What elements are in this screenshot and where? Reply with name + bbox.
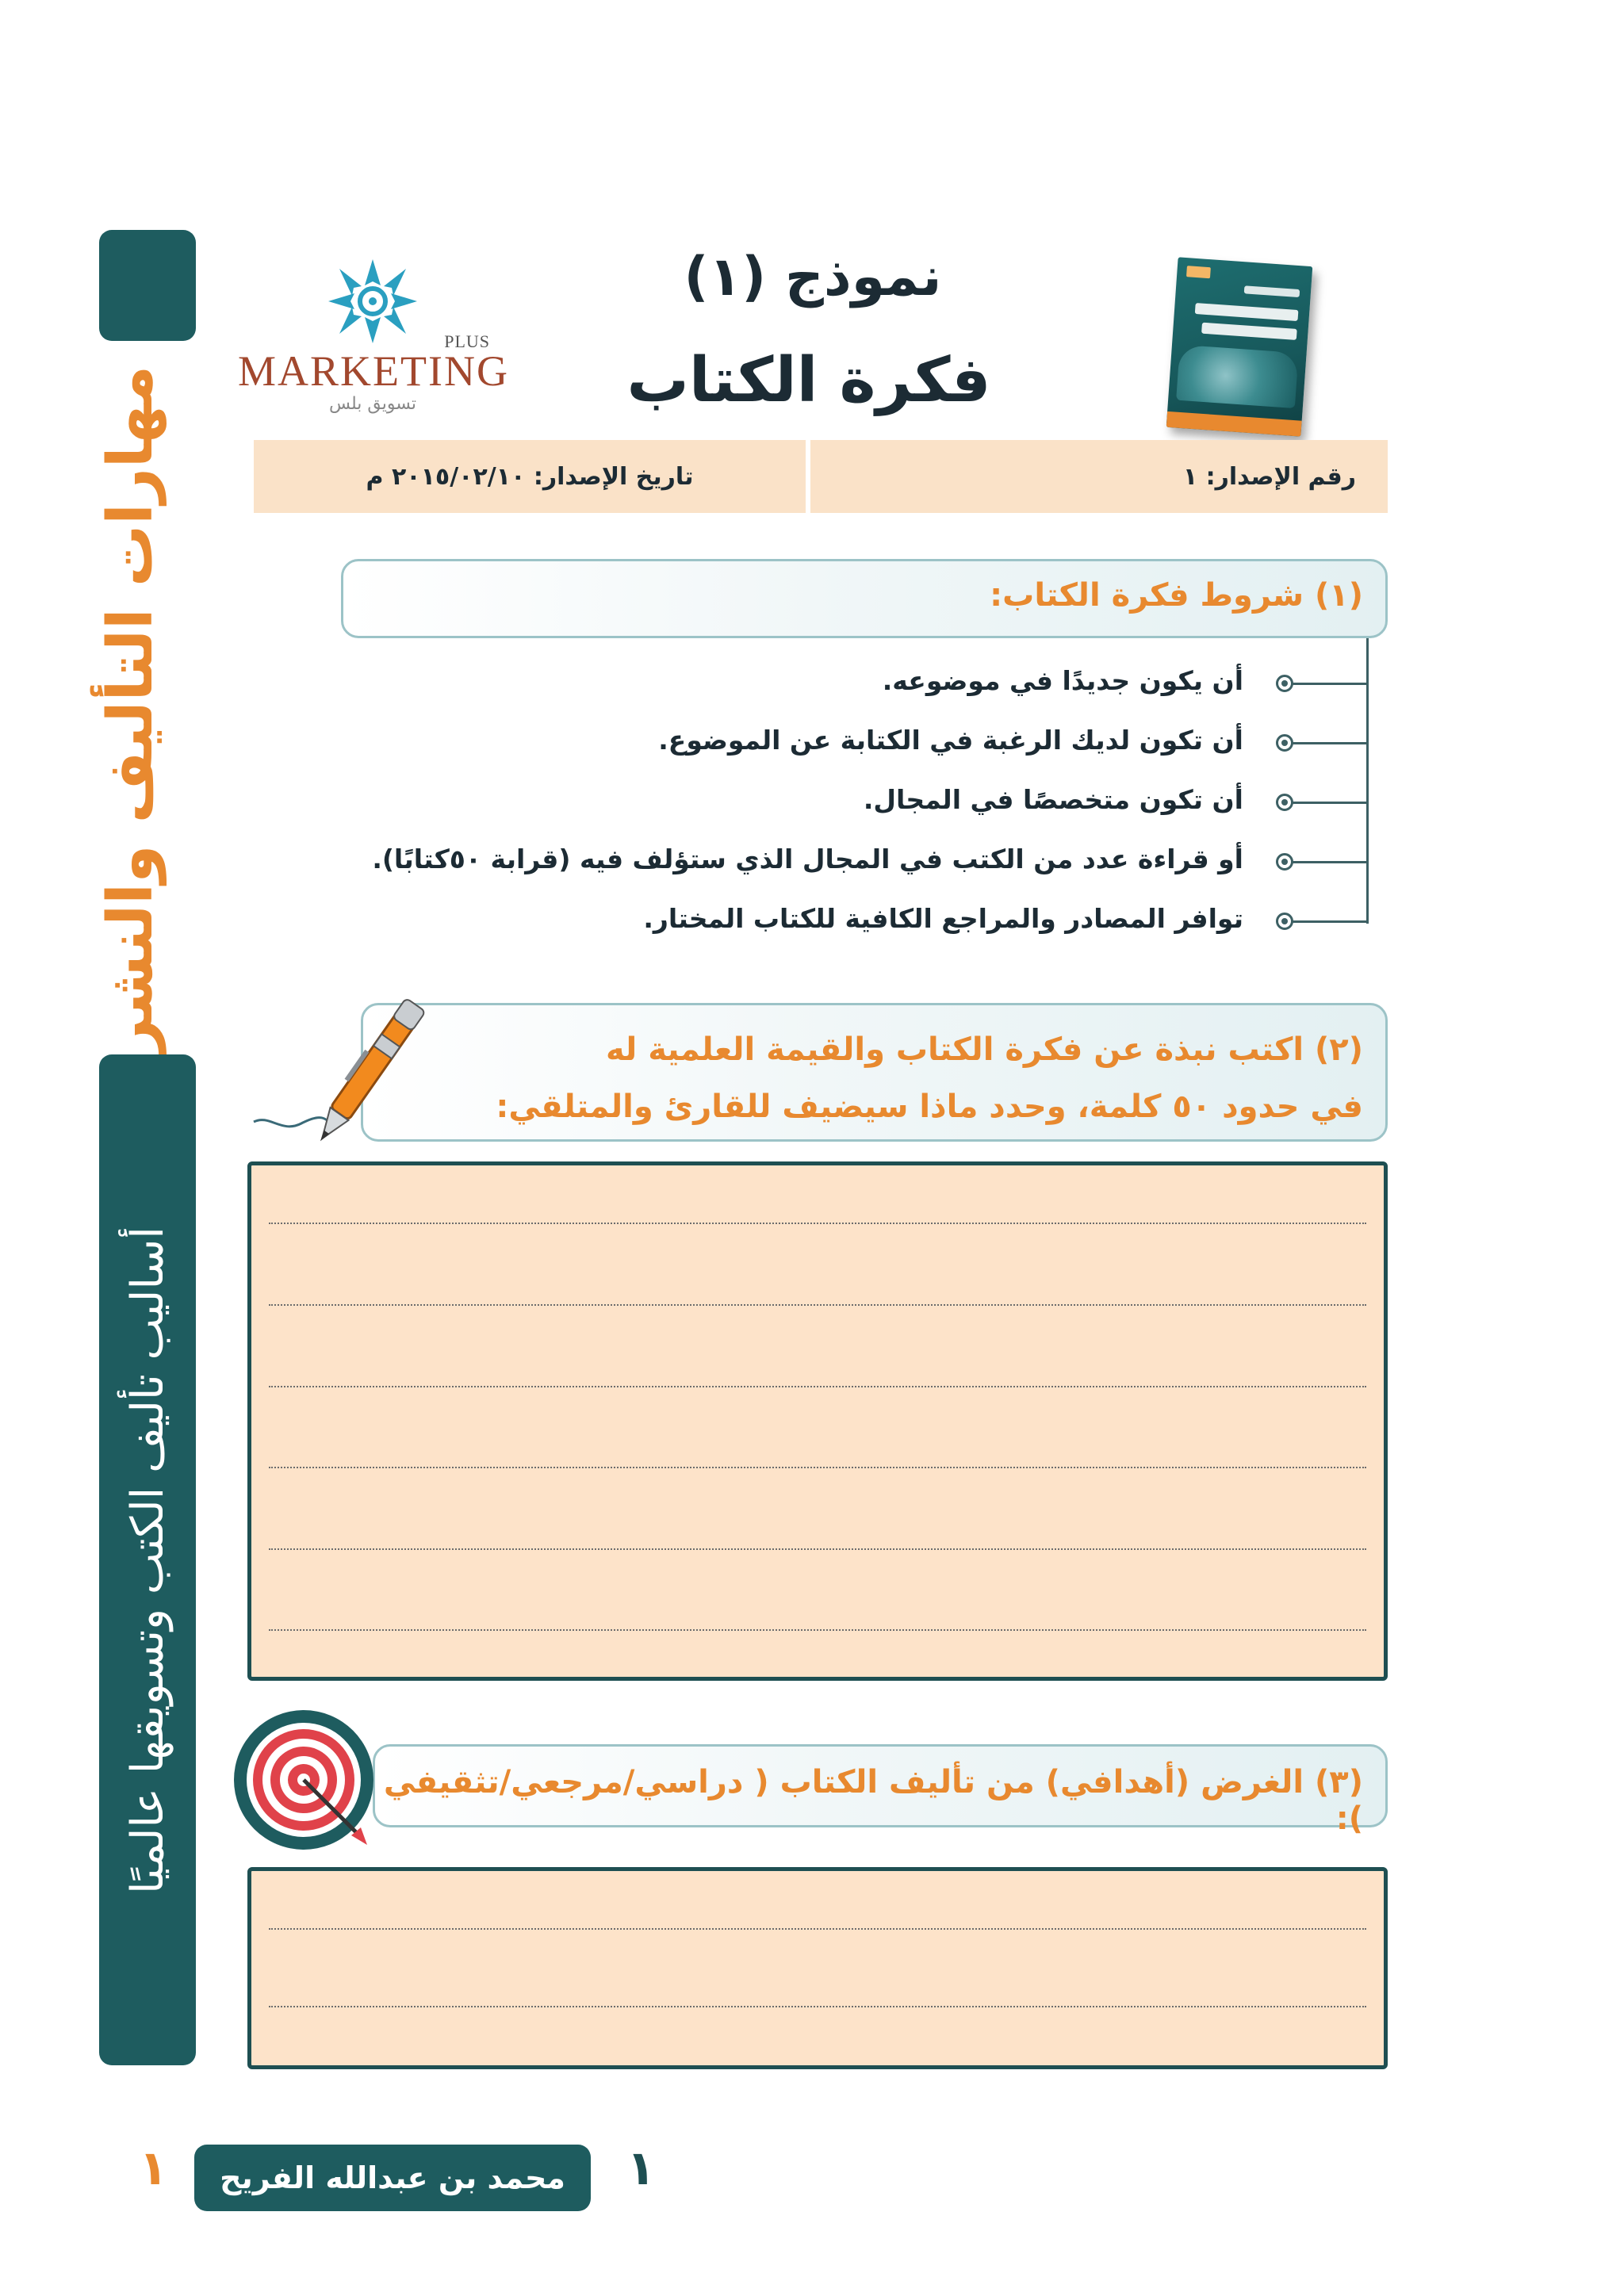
book-title-text: أساليب تأليف الكتب وتسويقها عالميًا bbox=[121, 1226, 174, 1894]
page-title: فكرة الكتاب bbox=[626, 345, 991, 416]
bullet-icon bbox=[1276, 913, 1293, 930]
bullet-icon bbox=[1276, 734, 1293, 752]
list-item: توافر المصادر والمراجع الكافية للكتاب المختار. bbox=[643, 903, 1243, 934]
section-1-title: (١) شروط فكرة الكتاب: bbox=[990, 577, 1363, 614]
issue-number-cell bbox=[810, 440, 1388, 513]
author-name: محمد بن عبدالله الفريح bbox=[220, 2160, 565, 2195]
star-logo-icon bbox=[325, 258, 420, 345]
marketing-plus-logo bbox=[238, 258, 508, 416]
form-number: نموذج (١) bbox=[684, 246, 942, 308]
sidebar-top-block bbox=[99, 230, 196, 341]
series-title-text: مهارات التأليف والنشر bbox=[95, 365, 167, 1054]
bullet-icon bbox=[1276, 853, 1293, 871]
purpose-writing-box[interactable] bbox=[247, 1867, 1388, 2069]
section-3-title: (٣) الغرض (أهدافي) من تأليف الكتاب ( دراسي/مرجعي/تثقيفي ): bbox=[383, 1764, 1363, 1837]
issue-number: رقم الإصدار: ١ bbox=[1182, 462, 1356, 491]
book-cover-image bbox=[1166, 257, 1313, 436]
issue-date-cell bbox=[254, 440, 806, 513]
section-1-header bbox=[341, 559, 1388, 638]
list-item: أو قراءة عدد من الكتب في المجال الذي ستؤلف فيه (قرابة ٥٠كتابًا). bbox=[372, 844, 1243, 874]
abstract-writing-box[interactable] bbox=[247, 1161, 1388, 1681]
conditions-list bbox=[0, 654, 1624, 939]
logo-wordmark: MARKETING bbox=[238, 347, 509, 395]
section-2-title-line-1: (٢) اكتب نبذة عن فكرة الكتاب والقيمة العلمية له bbox=[605, 1031, 1363, 1068]
section-3-header bbox=[373, 1744, 1388, 1837]
section-2-header bbox=[361, 1003, 1388, 1142]
section-2-title-line-2: في حدود ٥٠ كلمة، وحدد ماذا سيضيف للقارئ والمتلقي: bbox=[496, 1089, 1363, 1125]
logo-plus-text: PLUS bbox=[444, 331, 490, 351]
author-badge bbox=[194, 2145, 591, 2211]
issue-date: تاريخ الإصدار: ٢٠١٥/٠٢/١٠ م bbox=[366, 462, 694, 491]
list-item: أن تكون لديك الرغبة في الكتابة عن الموضوع. bbox=[658, 725, 1243, 756]
list-item: أن تكون متخصصًا في المجال. bbox=[863, 784, 1243, 815]
list-item: أن يكون جديدًا في موضوعه. bbox=[882, 665, 1243, 696]
page-number-right: ١ bbox=[626, 2141, 656, 2196]
page-number-left: ١ bbox=[139, 2141, 168, 2196]
bullet-icon bbox=[1276, 794, 1293, 811]
target-icon bbox=[232, 1709, 379, 1855]
pen-icon bbox=[246, 979, 428, 1146]
logo-arabic-text: تسويق بلس bbox=[328, 394, 417, 414]
sidebar-book-title-block bbox=[99, 1054, 196, 2065]
bullet-icon bbox=[1276, 675, 1293, 692]
